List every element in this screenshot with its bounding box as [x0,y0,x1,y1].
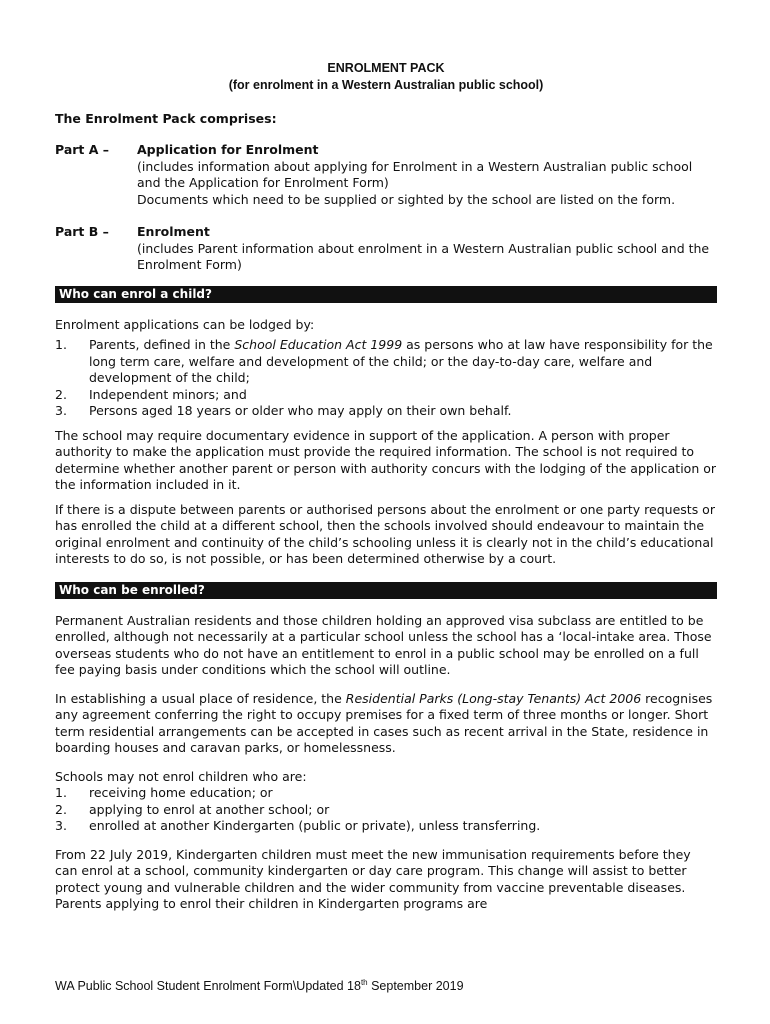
section1-lead: Enrolment applications can be lodged by: [55,316,315,332]
section1-paragraph-2: If there is a dispute between parents or authorised persons about the enrolment or one party requests or has enrolled the child at a different school, then the schools involved should endeavour to maintain the original enrolment and continuity of the child’s schooling unless it is clearly not in the child’s educational interests to do so, is not possible, or has been determined otherwise by a court. [55,501,715,566]
part-a-line-1: (includes information about applying for Enrolment in a Western Australian public school and the Application for Enrolment Form) [137,158,693,190]
section2-lead: Schools may not enrol children who are: [55,768,307,784]
part-a [55,142,717,208]
part-b-label: Part B – [55,224,109,239]
document-page [55,60,717,913]
list-item: 2. Independent minors; and [55,386,247,402]
title-line-1: ENROLMENT PACK [327,61,445,75]
section1-list [55,337,717,420]
section2-paragraph-1: Permanent Australian residents and those children holding an approved visa subclass are entitled to be enrolled, although not necessarily at a particular school unless the school has a ‘local-intake area. Those overseas students who do not have an entitlement to enrol in a public school may be enrolled on a full fee paying basis under conditions which the school will outline. [55,612,712,677]
list-item: 1. receiving home education; or [55,785,273,800]
list-item: 1. Parents, defined in the School Education Act 1999 as persons who at law have responsibility for the long term care, welfare and development of the child; or the day-to-day care, welfare and development of the child; [55,337,713,385]
section2-paragraph-3: From 22 July 2019, Kindergarten children must meet the new immunisation requirements before they can enrol at a school, community kindergarten or day care program. This change will assist to better protect young and vulnerable children and the wider community from vaccine preventable diseases. Parents applying to enrol their children in Kindergarten programs are [55,846,691,911]
part-b-line-1: (includes Parent information about enrolment in a Western Australian public school and the Enrolment Form) [137,240,710,272]
part-a-title: Application for Enrolment [137,142,319,157]
intro-text: The Enrolment Pack comprises: [55,111,277,126]
part-b [55,224,717,274]
part-a-label: Part A – [55,142,110,157]
document-title [55,60,717,94]
section2-list [55,785,717,835]
section2-paragraph-2: In establishing a usual place of residence, the Residential Parks (Long-stay Tenants) Act 2006 recognises any agreement conferring the right to occupy premises for a fixed term of three months or longer. Short term residential arrangements can be accepted in cases such as recent arrival in the State, residence in boarding houses and caravan parks, or homelessness. [55,690,713,755]
list-item: 3. enrolled at another Kindergarten (public or private), unless transferring. [55,818,541,833]
list-item: 3. Persons aged 18 years or older who may apply on their own behalf. [55,403,512,418]
section-heading-who-can-be-enrolled: Who can be enrolled? [55,582,717,599]
title-line-2: (for enrolment in a Western Australian public school) [228,78,544,92]
part-a-line-2: Documents which need to be supplied or sighted by the school are listed on the form. [137,191,676,207]
part-b-body [137,224,717,274]
page-footer: WA Public School Student Enrolment Form\Updated 18th September 2019 [55,978,464,994]
section1-paragraph-1: The school may require documentary evidence in support of the application. A person with proper authority to make the application must provide the required information. The school is not required to determine whether another parent or person with authority concurs with the lodging of the application or the information included in it. [55,427,717,492]
part-a-body [137,142,717,208]
section-heading-who-can-enrol: Who can enrol a child? [55,286,717,303]
part-b-title: Enrolment [137,224,210,239]
list-item: 2. applying to enrol at another school; or [55,801,330,817]
